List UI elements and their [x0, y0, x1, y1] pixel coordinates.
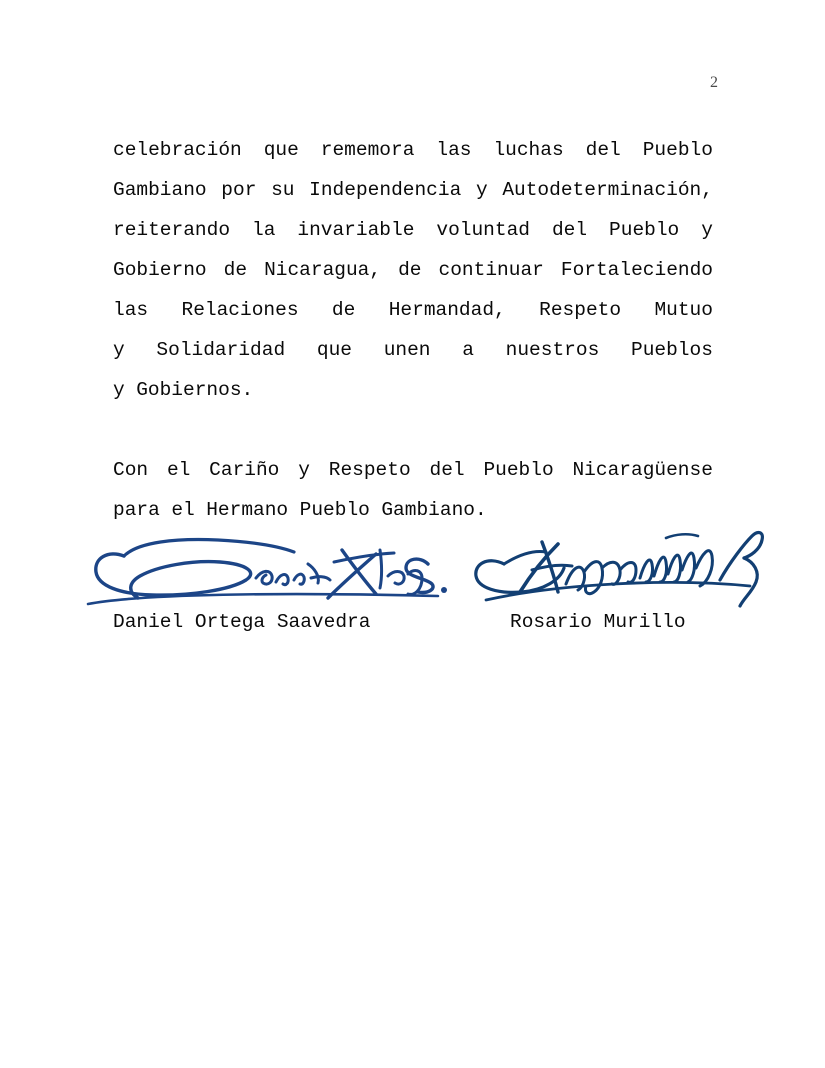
word: el	[171, 499, 195, 521]
word: Autodeterminación,	[502, 179, 713, 201]
word: nuestros	[505, 339, 600, 361]
word: su	[271, 179, 295, 201]
word: del	[429, 459, 465, 481]
word: que	[263, 139, 299, 161]
word: del	[551, 219, 588, 241]
word: Mutuo	[654, 299, 713, 321]
word: de	[398, 259, 422, 281]
word: continuar	[438, 259, 544, 281]
word: celebración	[113, 139, 242, 161]
word: Gambiano.	[381, 499, 487, 521]
text-line	[113, 330, 713, 370]
word: y	[701, 219, 713, 241]
page-number: 2	[710, 74, 718, 91]
word: Cariño	[209, 459, 280, 481]
word: Independencia	[309, 179, 462, 201]
word: de	[223, 259, 248, 281]
word: Pueblos	[631, 339, 713, 361]
word: Gobierno	[113, 259, 207, 281]
word: las	[113, 299, 149, 321]
word: Respeto	[539, 299, 622, 321]
paragraph-1	[113, 130, 713, 410]
handwritten-signature-icon	[468, 520, 778, 615]
text-line	[113, 170, 713, 210]
word: invariable	[297, 219, 415, 241]
word: Pueblo	[642, 139, 713, 161]
word: rememora	[320, 139, 415, 161]
word: del	[585, 139, 621, 161]
word: a	[462, 339, 474, 361]
word: y	[113, 379, 125, 401]
word: por	[221, 179, 257, 201]
word: voluntad	[436, 219, 530, 241]
word: las	[436, 139, 472, 161]
word: y	[475, 179, 488, 201]
word: para	[113, 499, 160, 521]
text-line	[113, 130, 713, 170]
signature-name-daniel-ortega: Daniel Ortega Saavedra	[113, 611, 371, 633]
word: Fortaleciendo	[560, 259, 713, 281]
text-line	[113, 450, 713, 490]
word: Nicaragua,	[264, 259, 382, 281]
word: luchas	[493, 139, 564, 161]
word: y	[298, 459, 310, 481]
word: Solidaridad	[156, 339, 286, 361]
text-line	[113, 290, 713, 330]
word: Pueblo	[609, 219, 680, 241]
word: Nicaragüense	[572, 459, 713, 481]
signature-name-rosario-murillo: Rosario Murillo	[510, 611, 686, 633]
word: y	[113, 339, 125, 361]
paragraph-2	[113, 450, 713, 530]
signature-area	[0, 520, 825, 650]
word: que	[316, 339, 352, 361]
word: la	[252, 219, 276, 241]
word: Respeto	[328, 459, 411, 481]
word: Con	[113, 459, 149, 481]
word: unen	[383, 339, 431, 361]
word: reiterando	[113, 219, 231, 241]
word: de	[331, 299, 356, 321]
word: Gambiano	[113, 179, 207, 201]
text-line	[113, 250, 713, 290]
word: Gobiernos.	[136, 379, 254, 401]
word: Hermandad,	[388, 299, 506, 321]
word: Pueblo	[483, 459, 554, 481]
word: Relaciones	[181, 299, 299, 321]
word: el	[166, 459, 191, 481]
word: Pueblo	[299, 499, 370, 521]
handwritten-signature-icon	[80, 520, 450, 615]
document-body	[113, 130, 713, 530]
text-line	[113, 210, 713, 250]
word: Hermano	[206, 499, 289, 521]
text-line	[113, 370, 713, 410]
